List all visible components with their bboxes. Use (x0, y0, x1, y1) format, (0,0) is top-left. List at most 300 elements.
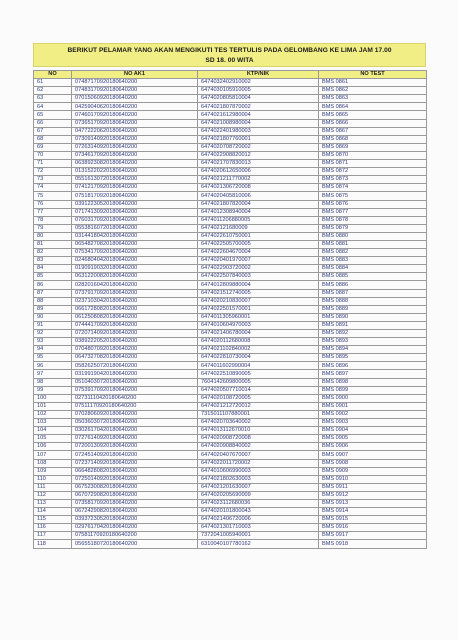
cell-ktp-nik: 6474021512740005 (198, 289, 319, 297)
table-row (34, 451, 427, 459)
cell-no-test: BMS 0900 (319, 394, 427, 402)
cell-ktp-nik: 6474021306720008 (198, 184, 319, 192)
cell-no-test: BMS 0878 (319, 216, 427, 224)
table-row (34, 378, 427, 386)
cell-ktp-nik: 6474011305960001 (198, 313, 319, 321)
table-row (34, 305, 427, 313)
cell-no-ak1: 07309140920180640200 (72, 135, 198, 143)
cell-no-test: BMS 0902 (319, 410, 427, 418)
cell-no: 107 (34, 451, 72, 459)
cell-no-ak1: 04259040620180640200 (72, 103, 198, 111)
cell-ktp-nik: 6474020210830007 (198, 297, 319, 305)
table-row (34, 160, 427, 168)
cell-ktp-nik: 6474020108720005 (198, 394, 319, 402)
cell-ktp-nik: 6474011602990004 (198, 362, 319, 370)
cell-no-ak1: 07379170920180640200 (72, 289, 198, 297)
cell-no-test: BMS 0879 (319, 224, 427, 232)
cell-no: 87 (34, 289, 72, 297)
cell-no-ak1: 05538160720180640200 (72, 224, 198, 232)
cell-no-ak1: 03937230520180640200 (72, 516, 198, 524)
table-row (34, 240, 427, 248)
cell-no-ak1: 04772220620180640200 (72, 127, 198, 135)
cell-no-ak1: 05655180720180640200 (72, 540, 198, 548)
cell-no-ak1: 07483170920180640200 (72, 87, 198, 95)
cell-ktp-nik: 6474021807760001 (198, 135, 319, 143)
cell-ktp-nik: 647402121680009 (198, 224, 319, 232)
cell-ktp-nik: 6474021212720012 (198, 402, 319, 410)
table-row (34, 273, 427, 281)
cell-no: 103 (34, 419, 72, 427)
table-row (34, 321, 427, 329)
cell-no-test: BMS 0880 (319, 232, 427, 240)
cell-no: 109 (34, 467, 72, 475)
cell-no-test: BMS 0894 (319, 346, 427, 354)
cell-ktp-nik: 6474010604970003 (198, 321, 319, 329)
cell-no: 63 (34, 95, 72, 103)
cell-no-test: BMS 0904 (319, 427, 427, 435)
cell-no: 95 (34, 354, 72, 362)
cell-no: 112 (34, 491, 72, 499)
cell-no-ak1: 07487170920180640200 (72, 79, 198, 87)
cell-no: 101 (34, 402, 72, 410)
cell-no: 80 (34, 232, 72, 240)
column-header-no-ak1: NO AK1 (72, 71, 198, 79)
cell-ktp-nik: 6474020908840002 (198, 443, 319, 451)
table-row (34, 483, 427, 491)
cell-no-ak1: 05036030720180640200 (72, 419, 198, 427)
cell-no-test: BMS 0864 (319, 103, 427, 111)
cell-no-ak1: 03892220520180640200 (72, 338, 198, 346)
table-row (34, 224, 427, 232)
cell-ktp-nik: 6474020708720002 (198, 143, 319, 151)
table-row (34, 176, 427, 184)
cell-ktp-nik: 6474022510890005 (198, 370, 319, 378)
cell-no-test: BMS 0907 (319, 451, 427, 459)
cell-ktp-nik: 6310040107780162 (198, 540, 319, 548)
cell-ktp-nik: 6474021008980004 (198, 119, 319, 127)
table-row (34, 410, 427, 418)
cell-no-test: BMS 0886 (319, 281, 427, 289)
cell-no-ak1: 01315220220180640200 (72, 168, 198, 176)
cell-no-test: BMS 0903 (319, 419, 427, 427)
title-banner (33, 43, 426, 67)
table-row (34, 249, 427, 257)
table-row (34, 289, 427, 297)
cell-no-ak1: 07245140920180640200 (72, 451, 198, 459)
cell-no: 62 (34, 87, 72, 95)
cell-no-ak1: 07015060920180640200 (72, 95, 198, 103)
cell-no-test: BMS 0887 (319, 289, 427, 297)
table-row (34, 103, 427, 111)
cell-no-test: BMS 0877 (319, 208, 427, 216)
cell-no-ak1: 07276140920180640200 (72, 435, 198, 443)
table-row (34, 265, 427, 273)
table-row (34, 208, 427, 216)
cell-no-ak1: 02731110420180640200 (72, 394, 198, 402)
cell-ktp-nik: 6474021301710003 (198, 524, 319, 532)
cell-no: 75 (34, 192, 72, 200)
cell-no-test: BMS 0911 (319, 483, 427, 491)
table-row (34, 338, 427, 346)
cell-no: 105 (34, 435, 72, 443)
cell-no-test: BMS 0884 (319, 265, 427, 273)
cell-no: 91 (34, 321, 72, 329)
cell-ktp-nik: 6474022501570001 (198, 305, 319, 313)
cell-no-test: BMS 0869 (319, 143, 427, 151)
cell-no: 96 (34, 362, 72, 370)
cell-no-test: BMS 0876 (319, 200, 427, 208)
cell-no: 116 (34, 524, 72, 532)
cell-no: 69 (34, 143, 72, 151)
cell-no-test: BMS 0863 (319, 95, 427, 103)
table-row (34, 143, 427, 151)
cell-no: 72 (34, 168, 72, 176)
cell-no: 82 (34, 249, 72, 257)
cell-ktp-nik: 6474021802630003 (198, 475, 319, 483)
cell-ktp-nik: 6474022604670004 (198, 249, 319, 257)
cell-no-ak1: 07412170920180640200 (72, 184, 198, 192)
cell-ktp-nik: 6474012308940004 (198, 208, 319, 216)
cell-no-ak1: 07263140920180640200 (72, 143, 198, 151)
table-row (34, 346, 427, 354)
cell-no-test: BMS 0897 (319, 370, 427, 378)
cell-no-ak1: 02468040420180640200 (72, 257, 198, 265)
cell-ktp-nik: 7315011107880001 (198, 410, 319, 418)
cell-ktp-nik: 6474022810730004 (198, 354, 319, 362)
cell-no-ak1: 07028060920180640200 (72, 410, 198, 418)
table-row (34, 443, 427, 451)
table-row (34, 516, 427, 524)
table-row (34, 281, 427, 289)
cell-no-ak1: 07200130920180640200 (72, 443, 198, 451)
cell-no-test: BMS 0915 (319, 516, 427, 524)
table-row (34, 297, 427, 305)
column-header-no: NO (34, 71, 72, 79)
column-header-ktp-nik: KTP/NIK (198, 71, 319, 79)
title-line-1: BERIKUT PELAMAR YANG AKAN MENGIKUTI TES TERTULIS PADA GELOMBANG KE LIMA JAM 17.00 (67, 47, 392, 54)
cell-no-ak1: 07603170920180640200 (72, 216, 198, 224)
cell-no-test: BMS 0888 (319, 297, 427, 305)
cell-no: 97 (34, 370, 72, 378)
cell-no: 81 (34, 240, 72, 248)
cell-ktp-nik: 6474021807820004 (198, 200, 319, 208)
table-header-row (34, 71, 427, 79)
cell-ktp-nik: 6474020101800043 (198, 508, 319, 516)
cell-ktp-nik: 7372041005940001 (198, 532, 319, 540)
cell-no-ak1: 03912230520180640200 (72, 200, 198, 208)
cell-no-test: BMS 0875 (319, 192, 427, 200)
cell-no: 71 (34, 160, 72, 168)
cell-ktp-nik: 6474020612650006 (198, 168, 319, 176)
table-row (34, 95, 427, 103)
cell-no-ak1: 07365170920180640200 (72, 119, 198, 127)
cell-no: 117 (34, 532, 72, 540)
cell-no: 98 (34, 378, 72, 386)
cell-no: 89 (34, 305, 72, 313)
cell-no-ak1: 06473270820180640200 (72, 354, 198, 362)
cell-ktp-nik: 6474032402910002 (198, 79, 319, 87)
cell-no-ak1: 07250140920180640200 (72, 475, 198, 483)
cell-no-ak1: 02820160420180640200 (72, 281, 198, 289)
cell-no-ak1: 03144180420180640200 (72, 232, 198, 240)
cell-no-ak1: 06648280820180640200 (72, 467, 198, 475)
table-row (34, 467, 427, 475)
cell-no-test: BMS 0882 (319, 249, 427, 257)
cell-no-test: BMS 0896 (319, 362, 427, 370)
table-body (34, 79, 427, 548)
cell-no: 100 (34, 394, 72, 402)
cell-no: 70 (34, 151, 72, 159)
cell-no-test: BMS 0901 (319, 402, 427, 410)
cell-no: 76 (34, 200, 72, 208)
table-row (34, 475, 427, 483)
cell-no: 99 (34, 386, 72, 394)
cell-no: 85 (34, 273, 72, 281)
cell-no: 93 (34, 338, 72, 346)
cell-no-test: BMS 0865 (319, 111, 427, 119)
cell-no: 74 (34, 184, 72, 192)
cell-ktp-nik: 6474012809880004 (198, 281, 319, 289)
cell-ktp-nik: 6474020407670007 (198, 451, 319, 459)
table-row (34, 362, 427, 370)
cell-no-test: BMS 0899 (319, 386, 427, 394)
cell-no-ak1: 06707290820180640200 (72, 491, 198, 499)
applicant-table (33, 70, 427, 549)
cell-no: 114 (34, 508, 72, 516)
cell-ktp-nik: 6474020908720008 (198, 435, 319, 443)
cell-no-ak1: 07534170920180640200 (72, 249, 198, 257)
cell-no-ak1: 07237140920180640200 (72, 459, 198, 467)
cell-no-test: BMS 0867 (319, 127, 427, 135)
cell-no-test: BMS 0913 (319, 499, 427, 507)
cell-no: 66 (34, 119, 72, 127)
cell-no-ak1: 07358170920180640200 (72, 499, 198, 507)
cell-no: 78 (34, 216, 72, 224)
cell-ktp-nik: 6474020703640002 (198, 419, 319, 427)
cell-no: 106 (34, 443, 72, 451)
cell-no-ak1: 07581170920180640200 (72, 532, 198, 540)
cell-no-ak1: 07048070920180640200 (72, 346, 198, 354)
cell-no-ak1: 07207140920180640200 (72, 330, 198, 338)
cell-no-ak1: 06617280820180640200 (72, 305, 198, 313)
table-row (34, 402, 427, 410)
table-row (34, 499, 427, 507)
table-row (34, 540, 427, 548)
cell-no-ak1: 06125080820180640200 (72, 313, 198, 321)
cell-no-test: BMS 0871 (319, 160, 427, 168)
cell-ktp-nik: 6474022903720002 (198, 265, 319, 273)
cell-no-ak1: 06752300820180640200 (72, 483, 198, 491)
cell-ktp-nik: 6474022507840003 (198, 273, 319, 281)
table-row (34, 192, 427, 200)
cell-no: 83 (34, 257, 72, 265)
column-header-no-test: NO TEST (319, 71, 427, 79)
cell-no-test: BMS 0868 (319, 135, 427, 143)
cell-no-ak1: 07174130920180640200 (72, 208, 198, 216)
table-row (34, 232, 427, 240)
title-line-2: SD 18. 00 WITA (205, 57, 254, 64)
cell-no-ak1: 02976170420180640200 (72, 524, 198, 532)
cell-ktp-nik: 6474022011720002 (198, 459, 319, 467)
cell-no-ak1: 06548270820180640200 (72, 240, 198, 248)
cell-no-ak1: 06312200820180640200 (72, 273, 198, 281)
cell-ktp-nik: 6474021211770002 (198, 176, 319, 184)
table-row (34, 216, 427, 224)
cell-ktp-nik: 6474020405810006 (198, 192, 319, 200)
cell-no: 113 (34, 499, 72, 507)
cell-no-test: BMS 0909 (319, 467, 427, 475)
cell-no-ak1: 07518170920180640200 (72, 192, 198, 200)
cell-no-test: BMS 0870 (319, 151, 427, 159)
cell-no-ak1: 07539170920180640200 (72, 386, 198, 394)
cell-ktp-nik: 6474021201630007 (198, 483, 319, 491)
cell-no-ak1: 07444170920180640200 (72, 321, 198, 329)
cell-no-test: BMS 0881 (319, 240, 427, 248)
table-row (34, 354, 427, 362)
cell-no-test: BMS 0906 (319, 443, 427, 451)
cell-no: 110 (34, 475, 72, 483)
cell-ktp-nik: 6474022610750001 (198, 232, 319, 240)
cell-no-test: BMS 0916 (319, 524, 427, 532)
cell-no-test: BMS 0861 (319, 79, 427, 87)
cell-no-ak1: 05516130720180640200 (72, 176, 198, 184)
cell-no-test: BMS 0891 (319, 321, 427, 329)
cell-no: 61 (34, 79, 72, 87)
cell-ktp-nik: 6474030105910005 (198, 87, 319, 95)
cell-no-test: BMS 0890 (319, 313, 427, 321)
cell-ktp-nik: 6474020401970007 (198, 257, 319, 265)
cell-no: 67 (34, 127, 72, 135)
cell-no-ak1: 03026170420180640200 (72, 427, 198, 435)
table-row (34, 79, 427, 87)
table-row (34, 386, 427, 394)
table-row (34, 419, 427, 427)
cell-no-ak1: 07511170920180640200 (72, 402, 198, 410)
cell-ktp-nik: 6474021102840002 (198, 346, 319, 354)
cell-no-test: BMS 0917 (319, 532, 427, 540)
cell-ktp-nik: 6474022401980003 (198, 127, 319, 135)
cell-ktp-nik: 6474020805810004 (198, 95, 319, 103)
cell-ktp-nik: 6474020507710014 (198, 386, 319, 394)
table-row (34, 427, 427, 435)
cell-no: 115 (34, 516, 72, 524)
cell-ktp-nik: 6474021612980004 (198, 111, 319, 119)
cell-no-ak1: 06389230820180640200 (72, 160, 198, 168)
cell-no-test: BMS 0910 (319, 475, 427, 483)
cell-no: 79 (34, 224, 72, 232)
cell-no: 111 (34, 483, 72, 491)
cell-no: 65 (34, 111, 72, 119)
table-row (34, 394, 427, 402)
cell-ktp-nik: 6474022908820012 (198, 151, 319, 159)
cell-no-test: BMS 0873 (319, 176, 427, 184)
table-row (34, 87, 427, 95)
cell-no-ak1: 05104030720180640200 (72, 378, 198, 386)
cell-no-test: BMS 0866 (319, 119, 427, 127)
cell-no: 84 (34, 265, 72, 273)
table-row (34, 200, 427, 208)
cell-no-test: BMS 0912 (319, 491, 427, 499)
cell-no-ak1: 01909190320180640200 (72, 265, 198, 273)
cell-no: 92 (34, 330, 72, 338)
cell-no-test: BMS 0862 (319, 87, 427, 95)
cell-no-ak1: 07460170920180640200 (72, 111, 198, 119)
table-row (34, 135, 427, 143)
cell-no-ak1: 05826250720180640200 (72, 362, 198, 370)
cell-ktp-nik: 6474020112680008 (198, 338, 319, 346)
cell-no-ak1: 03199190420180640200 (72, 370, 198, 378)
cell-no-ak1: 02371030420180640200 (72, 297, 198, 305)
cell-ktp-nik: 6474023112680036 (198, 499, 319, 507)
cell-no: 88 (34, 297, 72, 305)
table-row (34, 151, 427, 159)
cell-ktp-nik: 6474021807870002 (198, 103, 319, 111)
cell-ktp-nik: 6474022505700005 (198, 240, 319, 248)
table-row (34, 184, 427, 192)
cell-no: 90 (34, 313, 72, 321)
cell-no-ak1: 07346170920180640200 (72, 151, 198, 159)
table-row (34, 508, 427, 516)
table-row (34, 370, 427, 378)
cell-no: 94 (34, 346, 72, 354)
cell-no-test: BMS 0872 (319, 168, 427, 176)
cell-no: 86 (34, 281, 72, 289)
cell-no-test: BMS 0889 (319, 305, 427, 313)
cell-no-test: BMS 0895 (319, 354, 427, 362)
cell-no-ak1: 06724290820180640200 (72, 508, 198, 516)
cell-no-test: BMS 0905 (319, 435, 427, 443)
cell-ktp-nik: 6474011206880005 (198, 216, 319, 224)
cell-no: 102 (34, 410, 72, 418)
table-row (34, 330, 427, 338)
cell-no: 68 (34, 135, 72, 143)
cell-no: 73 (34, 176, 72, 184)
cell-no: 118 (34, 540, 72, 548)
cell-ktp-nik: 6474021406780004 (198, 330, 319, 338)
table-row (34, 111, 427, 119)
cell-ktp-nik: 6474010606990003 (198, 467, 319, 475)
cell-no-test: BMS 0914 (319, 508, 427, 516)
cell-ktp-nik: 6474013112670010 (198, 427, 319, 435)
cell-no-test: BMS 0898 (319, 378, 427, 386)
cell-no-test: BMS 0893 (319, 338, 427, 346)
table-row (34, 257, 427, 265)
cell-no: 64 (34, 103, 72, 111)
table-row (34, 313, 427, 321)
table-row (34, 524, 427, 532)
table-row (34, 532, 427, 540)
cell-ktp-nik: 6474020205690009 (198, 491, 319, 499)
cell-no-test: BMS 0892 (319, 330, 427, 338)
table-row (34, 168, 427, 176)
cell-no-test: BMS 0908 (319, 459, 427, 467)
cell-ktp-nik: 6474021406720006 (198, 516, 319, 524)
table-row (34, 127, 427, 135)
cell-no-test: BMS 0874 (319, 184, 427, 192)
cell-ktp-nik: 7604142609800005 (198, 378, 319, 386)
table-row (34, 491, 427, 499)
cell-no-test: BMS 0918 (319, 540, 427, 548)
cell-no-test: BMS 0885 (319, 273, 427, 281)
cell-ktp-nik: 6474021707830013 (198, 160, 319, 168)
table-row (34, 435, 427, 443)
cell-no: 77 (34, 208, 72, 216)
cell-no-test: BMS 0883 (319, 257, 427, 265)
cell-no: 108 (34, 459, 72, 467)
cell-no: 104 (34, 427, 72, 435)
table-row (34, 459, 427, 467)
table-row (34, 119, 427, 127)
